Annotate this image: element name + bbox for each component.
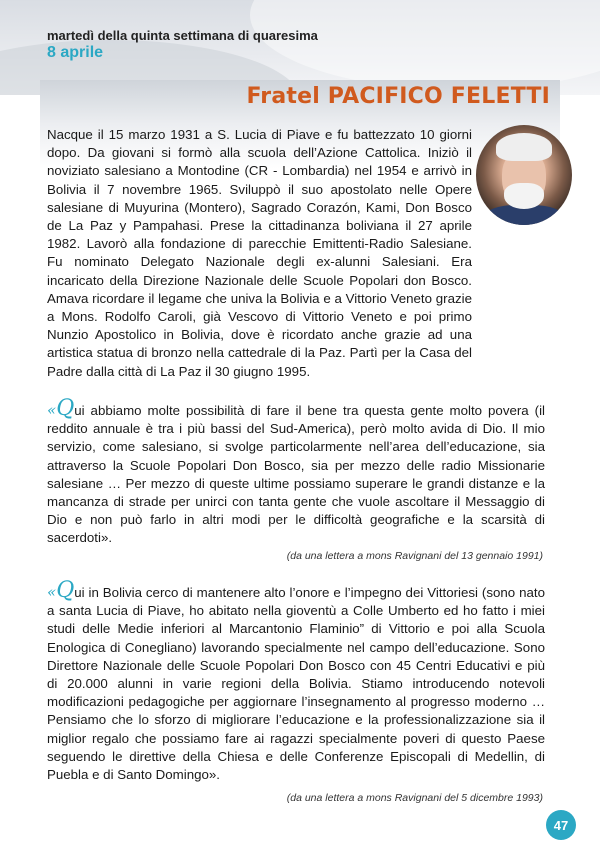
weekday-line: martedì della quinta settimana di quaresima	[47, 28, 318, 43]
quote-source-2: (da una lettera a mons Ravignani del 5 dicembre 1993)	[286, 792, 543, 804]
page-header	[47, 28, 318, 62]
quote-text: ui abbiamo molte possibilità di fare il bene tra questa gente molto povera (il reddito annuale è tra i più bassi del Sud-America), però molto avida di Dio. Il mio servizio, come salesiano, si svolge particolarmente nell’area dell’educazione, sia attraverso la Scuole Popolari Don Bosco, sia per mezzo delle radio Missionarie salesiane … Per mezzo di queste ultime possiamo superare le grandi distanze e la mancanza di strade per unirci con tanta gente che vuole ascoltare il Messaggio di Dio e non può farlo in altri modi per le difficoltà geografiche e la scarsità di sacerdoti».	[47, 403, 545, 546]
page-title: Fratel PACIFICO FELETTI	[246, 84, 550, 109]
quote-paragraph-1	[47, 396, 545, 548]
page-number-badge: 47	[546, 810, 576, 840]
date-line: 8 aprile	[47, 44, 104, 61]
biography-text: Nacque il 15 marzo 1931 a S. Lucia di Piave e fu battezzato 10 giorni dopo. Da giovani si formò alla scuola dell’Azione Cattolica. Iniziò il noviziato salesiano a Montodine (CR - Lombardia) nel 1954 e arrivò in Bolivia il 7 novembre 1965. Sviluppò il suo apostolato nelle Opere salesiane di Muyurina (Montero), Sagrado Corazón, Kami, Don Bosco de La Paz y Pampahasi. Prese la cittadinanza boliviana il 27 aprile 1982. Lavorò alla fondazione di parecchie Emittenti-Radio Salesiane. Fu nominato Delegato Nazionale degli ex-alunni Salesiani. Era incaricato della Direzione Nazionale delle Scuole Popolari don Bosco. Amava ricordare il legame che univa la Bolivia e a Vittorio Veneto grazie a Mons. Rodolfo Caroli, già Vescovo di Vittorio Veneto e poi primo Nunzio Apostolico in Bolivia, dove è ricordato anche grazie ad una artistica statua di bronzo nella cattedrale di la Paz. Partì per la Casa del Padre dalla città di La Paz il 30 giugno 1995.	[47, 127, 472, 379]
quote-drop-cap: Q	[56, 578, 75, 603]
portrait-photo	[476, 125, 572, 225]
biography-paragraph	[47, 126, 472, 381]
quote-open-mark: «	[47, 583, 57, 601]
quote-open-mark: «	[47, 401, 57, 419]
quote-drop-cap: Q	[56, 396, 75, 421]
quote-source-1: (da una lettera a mons Ravignani del 13 gennaio 1991)	[286, 550, 543, 562]
quote-paragraph-2	[47, 578, 545, 784]
quote-text: ui in Bolivia cerco di mantenere alto l’onore e l’impegno dei Vittoriesi (sono nato a santa Lucia di Piave, ho abitato nella gioventù a Colle Umberto ed ho fatto i miei studi delle Medie inferiori al Marcantonio Flaminio” di Vittorio e poi alla Scuola Enologica di Conegliano) lavorando specialmente nel campo dell’educazione. Sono Direttore Nazionale delle Scuole Popolari Don Bosco con 45 Centri Educativi e più di 20.000 alunni in varie regioni della Bolivia. Stiamo introducendo notevoli modificazioni pedagogiche per aggiornare l’insegnamento al progresso moderno … Pensiamo che lo sforzo di migliorare l’educazione e la professionalizzazione sia il miglior regalo che possiamo fare ai ragazzi specialmente poveri di questo Paese seguendo le direttive della Chiesa e delle Conferenze Episcopali di Medellin, di Puebla e di Santo Domingo».	[47, 585, 545, 783]
